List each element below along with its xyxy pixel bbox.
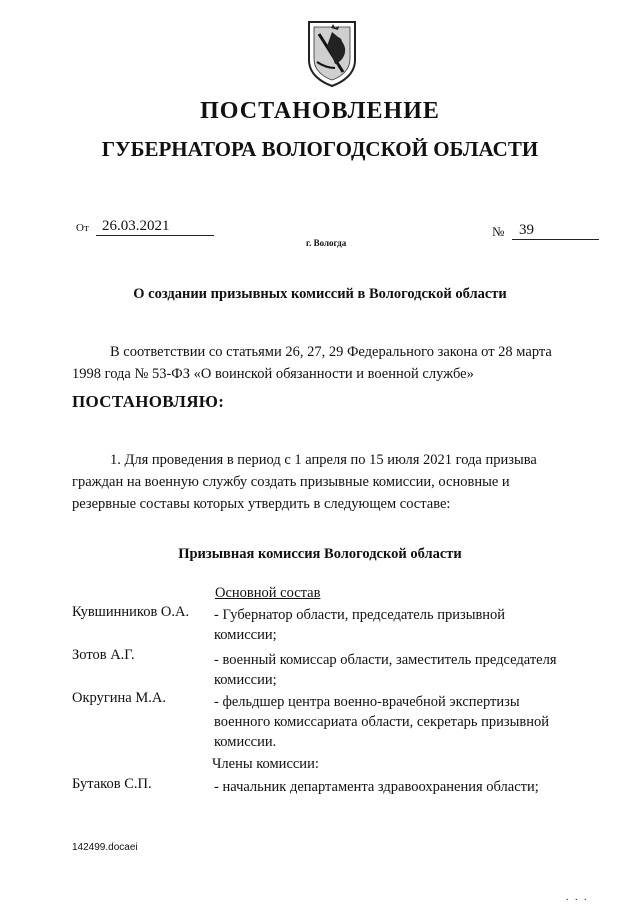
- member-role-line: - Губернатор области, председатель призывной: [214, 607, 506, 623]
- member-name: Округина М.А.: [72, 690, 166, 706]
- member-name: Зотов А.Г.: [72, 647, 135, 663]
- member-role: [214, 692, 586, 752]
- member-role-line: - фельдшер центра военно-врачебной экспертизы: [214, 694, 520, 710]
- member-role-line: - военный комиссар области, заместитель председателя: [214, 652, 557, 668]
- commission-title: Призывная комиссия Вологодской области: [178, 546, 462, 562]
- clause-paragraph: [72, 449, 596, 515]
- document-title: ПОСТАНОВЛЕНИЕ: [200, 98, 440, 124]
- member-role: [214, 777, 586, 797]
- coat-of-arms-icon: [305, 18, 359, 88]
- clause-line: резервные составы которых утвердить в следующем составе:: [72, 496, 451, 512]
- number-label: №: [492, 224, 505, 239]
- date-label: От: [76, 222, 89, 234]
- member-role-line: комиссии.: [214, 734, 277, 750]
- clause-line: 1. Для проведения в период с 1 апреля по 15 июля 2021 года призыва: [110, 452, 537, 468]
- clause-line: граждан на военную службу создать призывные комиссии, основные и: [72, 474, 510, 490]
- member-role-line: комиссии;: [214, 672, 277, 688]
- resolve-heading: ПОСТАНОВЛЯЮ:: [72, 392, 225, 411]
- members-heading: Члены комиссии:: [212, 756, 319, 772]
- page-mark: . . .: [566, 892, 589, 903]
- document-number: 39: [512, 221, 599, 240]
- member-role: [214, 605, 586, 645]
- preamble-paragraph: [72, 341, 596, 385]
- document-date: 26.03.2021: [96, 217, 214, 236]
- preamble-line: В соответствии со статьями 26, 27, 29 Федерального закона от 28 марта: [110, 344, 552, 360]
- member-role-line: военного комиссариата области, секретарь призывной: [214, 714, 549, 730]
- member-role-line: - начальник департамента здравоохранения области;: [214, 779, 539, 795]
- document-id: 142499.docaei: [72, 842, 138, 853]
- city-label: г. Вологда: [306, 238, 347, 248]
- document-subtitle: ГУБЕРНАТОРА ВОЛОГОДСКОЙ ОБЛАСТИ: [101, 137, 539, 161]
- member-role: [214, 650, 586, 690]
- preamble-line: 1998 года № 53-ФЗ «О воинской обязанности и военной службе»: [72, 366, 474, 382]
- member-name: Бутаков С.П.: [72, 776, 152, 792]
- member-role-line: комиссии;: [214, 627, 277, 643]
- member-name: Кувшинников О.А.: [72, 604, 190, 620]
- document-subject: О создании призывных комиссий в Вологодской области: [133, 286, 507, 302]
- main-composition-heading: Основной состав: [215, 585, 321, 601]
